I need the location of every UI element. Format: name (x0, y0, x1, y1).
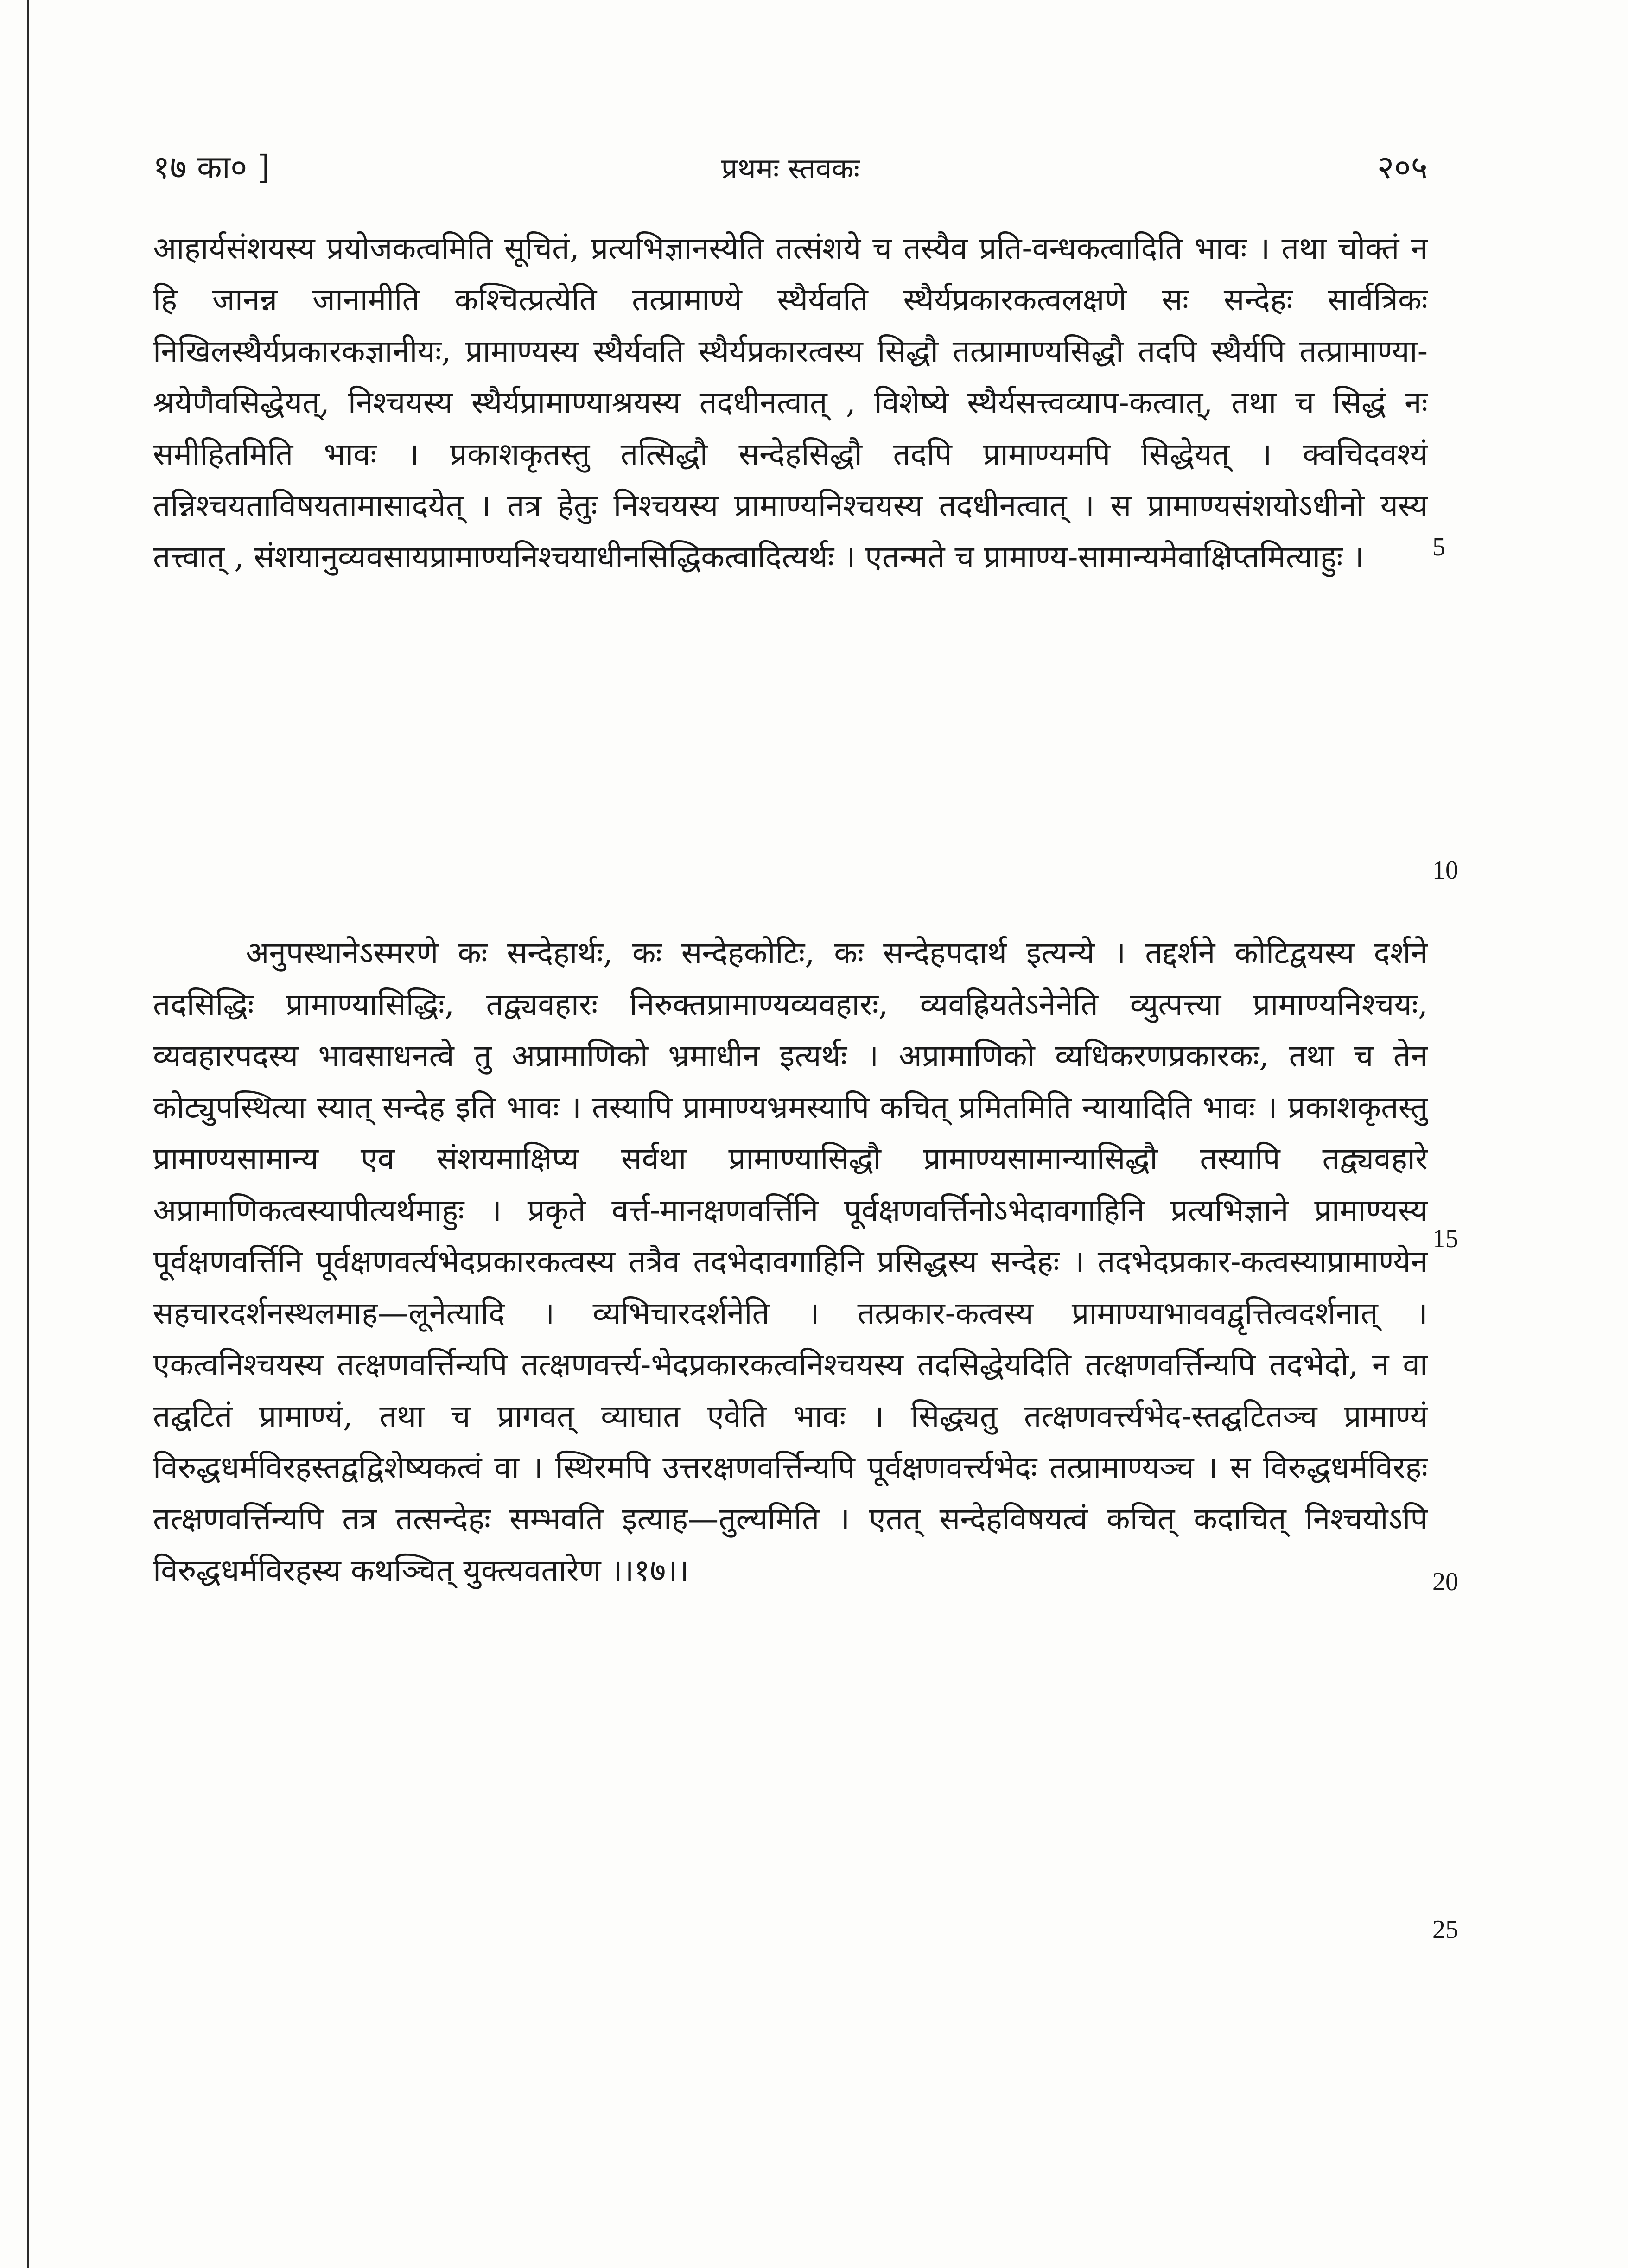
section-reference: १७ का० ] (153, 148, 270, 186)
commentary-paragraph-1: आहार्यसंशयस्य प्रयोजकत्वमिति सूचितं, प्रत्यभिज्ञानस्येति तत्संशये च तस्यैव प्रति-वन्धकत्वादिति भावः । तथा चोक्तं न हि जानन्न जानामीति कश्चित्प्रत्येति तत्प्रामाण्ये स्थैर्यवति स्थैर्यप्रकारकत्वलक्षणे सः सन्देहः सार्वत्रिकः निखिलस्थैर्यप्रकारकज्ञानीयः, प्रामाण्यस्य स्थैर्यवति स्थैर्यप्रकारत्वस्य सिद्धौ तत्प्रामाण्यसिद्धौ तदपि स्थैर्यपि तत्प्रामाण्या-श्रयेणैवसिद्धेयत्, निश्चयस्य स्थैर्यप्रामाण्याश्रयस्य तदधीनत्वात् , विशेष्ये स्थैर्यसत्त्वव्याप-कत्वात्, तथा च सिद्धं नः समीहितमिति भावः । प्रकाशकृतस्तु तत्सिद्धौ सन्देहसिद्धौ तदपि प्रामाण्यमपि सिद्धेयत् । क्वचिदवश्यं तन्निश्चयताविषयतामासादयेत् । तत्र हेतुः निश्चयस्य प्रामाण्यनिश्चयस्य तदधीनत्वात् । स प्रामाण्यसंशयोऽधीनो यस्य तत्त्वात् , संशयानुव्यवसायप्रामाण्यनिश्चयाधीनसिद्धिकत्वादित्यर्थः । एतन्मते च प्रामाण्य-सामान्यमेवाक्षिप्तमित्याहुः । (153, 230, 1428, 575)
line-number-5: 5 (1432, 533, 1445, 561)
page-edge-rule (27, 0, 29, 2268)
commentary-paragraph-2: अनुपस्थानेऽस्मरणे कः सन्देहार्थः, कः सन्देहकोटिः, कः सन्देहपदार्थ इत्यन्ये । तद्दर्शने कोटिद्वयस्य दर्शने तदसिद्धिः प्रामाण्यासिद्धिः, तद्व्यवहारः निरुक्तप्रामाण्यव्यवहारः, व्यवह्रियतेऽनेनेति व्युत्पत्त्या प्रामाण्यनिश्चयः, व्यवहारपदस्य भावसाधनत्वे तु अप्रामाणिको भ्रमाधीन इत्यर्थः । अप्रामाणिको व्यधिकरणप्रकारकः, तथा च तेन कोट्युपस्थित्या स्यात् सन्देह इति भावः । तस्यापि प्रामाण्यभ्रमस्यापि कचित् प्रमितमिति न्यायादिति भावः । प्रकाशकृतस्तु प्रामाण्यसामान्य एव संशयमाक्षिप्य सर्वथा प्रामाण्यासिद्धौ प्रामाण्यसामान्यासिद्धौ तस्यापि तद्व्यवहारे अप्रामाणिकत्वस्यापीत्यर्थमाहुः । प्रकृते वर्त्त-मानक्षणवर्त्तिनि पूर्वक्षणवर्त्तिनोऽभेदावगाहिनि प्रत्यभिज्ञाने प्रामाण्यस्य पूर्वक्षणवर्त्तिनि पूर्वक्षणवर्त्यभेदप्रकारकत्वस्य तत्रैव तदभेदावगाहिनि प्रसिद्धस्य सन्देहः । तदभेदप्रकार-कत्वस्याप्रामाण्येन सहचारदर्शनस्थलमाह—लूनेत्यादि । व्यभिचारदर्शनेति । तत्प्रकार-कत्वस्य प्रामाण्याभाववद्वृत्तित्वदर्शनात् । एकत्वनिश्चयस्य तत्क्षणवर्त्तिन्यपि तत्क्षणवर्त्त्य-भेदप्रकारकत्वनिश्चयस्य तदसिद्धेयदिति तत्क्षणवर्त्तिन्यपि तदभेदो, न वा तद्घटितं प्रामाण्यं, तथा च प्रागवत् व्याघात एवेति भावः । सिद्ध्यतु तत्क्षणवर्त्त्यभेद-स्तद्घटितञ्च प्रामाण्यं विरुद्धधर्मविरहस्तद्वद्विशेष्यकत्वं वा । स्थिरमपि उत्तरक्षणवर्त्तिन्यपि पूर्वक्षणवर्त्त्यभेदः तत्प्रामाण्यञ्च । स विरुद्धधर्मविरहः तत्क्षणवर्त्तिन्यपि तत्र तत्सन्देहः सम्भवति इत्याह—तुल्यमिति । एतत् सन्देहविषयत्वं कचित् कदाचित् निश्चयोऽपि विरुद्धधर्मविरहस्य कथञ्चित् युक्त्यवतारेण ।।१७।। (153, 935, 1428, 1588)
page-number: २०५ (1377, 148, 1428, 186)
line-number-25: 25 (1432, 1915, 1458, 1944)
chapter-title: प्रथमः स्तवकः (721, 152, 860, 185)
running-header (153, 144, 1428, 199)
line-number-20: 20 (1432, 1567, 1458, 1596)
line-number-15: 15 (1432, 1224, 1458, 1253)
line-number-10: 10 (1432, 856, 1458, 885)
